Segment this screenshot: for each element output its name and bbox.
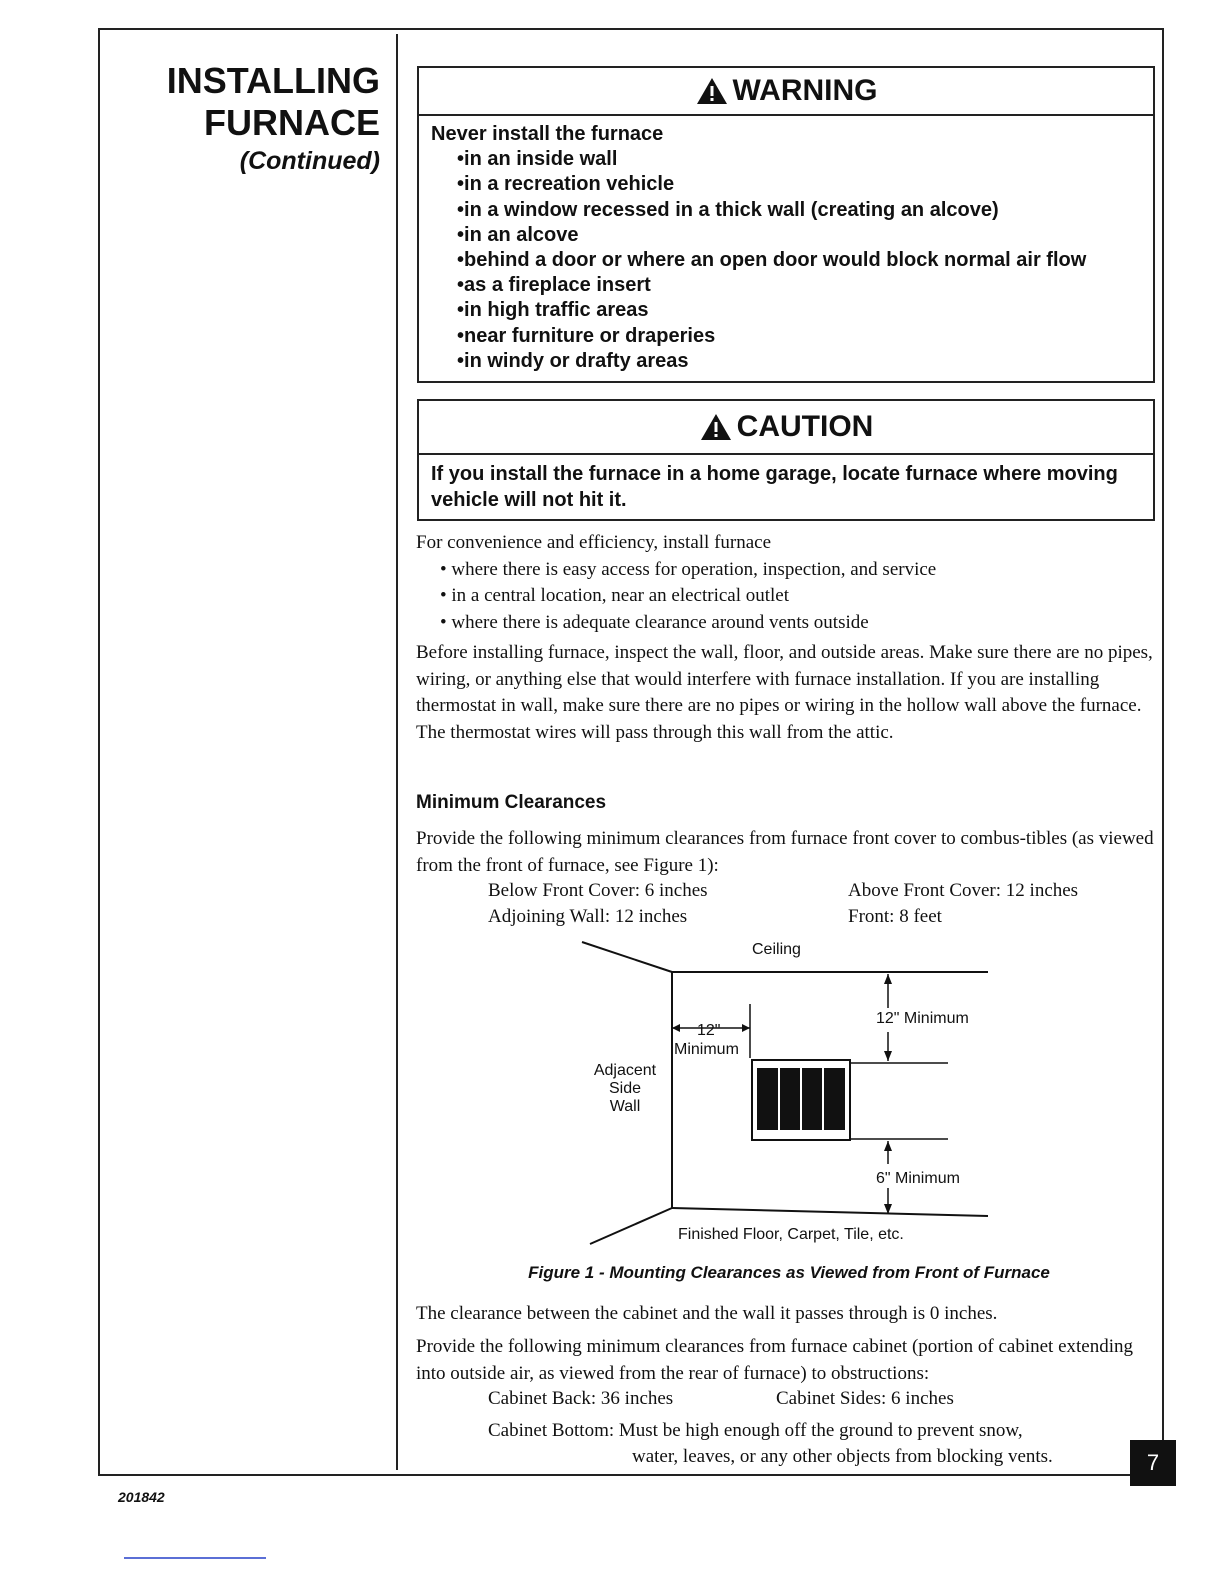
section-title bbox=[110, 60, 380, 178]
document-number: 201842 bbox=[118, 1489, 165, 1505]
bottom-minimum-label: 6" Minimum bbox=[876, 1170, 960, 1187]
convenience-item: • in a central location, near an electrical outlet bbox=[440, 583, 1162, 610]
adjacent-label-line1: Adjacent bbox=[593, 1062, 657, 1079]
cabinet-wall-clearance: The clearance between the cabinet and the wall it passes through is 0 inches. bbox=[416, 1303, 998, 1324]
warning-list bbox=[431, 147, 1143, 374]
warning-item: • in high traffic areas bbox=[457, 298, 1143, 323]
section-title-line1: INSTALLING bbox=[166, 60, 380, 101]
section-title-line2: FURNACE bbox=[204, 102, 380, 143]
below-front-clearance: Below Front Cover: 6 inches bbox=[488, 880, 708, 901]
warning-triangle-icon bbox=[695, 76, 729, 106]
cabinet-intro: Provide the following minimum clearances from furnace cabinet (portion of cabinet extending into outside air, as viewed from the rear of furnace) to obstructions: bbox=[416, 1336, 1134, 1384]
warning-item: • behind a door or where an open door would block normal air flow bbox=[457, 248, 1143, 273]
warning-item: • near furniture or draperies bbox=[457, 324, 1143, 349]
warning-header bbox=[419, 68, 1153, 116]
warning-item: • in a recreation vehicle bbox=[457, 172, 1143, 197]
blue-rule bbox=[124, 1557, 266, 1559]
convenience-item: • where there is easy access for operation, inspection, and service bbox=[440, 557, 1162, 584]
convenience-list bbox=[416, 557, 1162, 637]
convenience-intro: For convenience and efficiency, install furnace bbox=[416, 532, 772, 553]
caution-heading: CAUTION bbox=[736, 410, 874, 443]
warning-item: • in an inside wall bbox=[457, 147, 1143, 172]
warning-intro: Never install the furnace bbox=[431, 123, 664, 145]
warning-body bbox=[419, 116, 1153, 374]
above-front-clearance: Above Front Cover: 12 inches bbox=[848, 880, 1079, 901]
cabinet-bottom-line1: Cabinet Bottom: Must be high enough off the ground to prevent snow, bbox=[488, 1420, 1023, 1441]
caution-text: If you install the furnace in a home garage, locate furnace where moving vehicle will not hit it. bbox=[431, 463, 1118, 511]
mounting-clearance-figure bbox=[560, 930, 1020, 1260]
cabinet-sides-clearance: Cabinet Sides: 6 inches bbox=[776, 1388, 954, 1409]
figure-caption: Figure 1 - Mounting Clearances as Viewed from Front of Furnace bbox=[528, 1263, 1050, 1282]
min-clearances-intro: Provide the following minimum clearances from furnace front cover to combus-tibles (as viewed from the front of furnace, see Figure 1): bbox=[416, 828, 1154, 876]
warning-item: • as a fireplace insert bbox=[457, 273, 1143, 298]
side-minimum-label: Minimum bbox=[674, 1041, 739, 1058]
ceiling-label: Ceiling bbox=[752, 941, 801, 958]
convenience-item: • where there is adequate clearance around vents outside bbox=[440, 610, 1162, 637]
caution-box bbox=[417, 399, 1155, 521]
adjacent-label-line2: Side bbox=[608, 1080, 642, 1097]
inspect-paragraph: Before installing furnace, inspect the wall, floor, and outside areas. Make sure there are no pipes, wiring, or anything else that would interfere with furnace installation. If you are installing thermostat in wall, make sure there are no pipes or wiring in the hollow wall above the furnace. The thermostat wires will pass through this wall from the attic. bbox=[416, 642, 1153, 743]
cabinet-back-clearance: Cabinet Back: 36 inches bbox=[488, 1388, 674, 1409]
install-guidance bbox=[416, 530, 1162, 746]
page-number: 7 bbox=[1130, 1440, 1176, 1486]
section-continued: (Continued) bbox=[239, 147, 380, 175]
warning-item: • in a window recessed in a thick wall (creating an alcove) bbox=[457, 198, 1143, 223]
front-clearance: Front: 8 feet bbox=[848, 906, 942, 927]
caution-header bbox=[419, 401, 1153, 455]
top-minimum-label: 12" Minimum bbox=[876, 1010, 969, 1027]
warning-heading: WARNING bbox=[732, 74, 878, 107]
cabinet-bottom-line2: water, leaves, or any other objects from blocking vents. bbox=[632, 1446, 1053, 1467]
warning-item: • in an alcove bbox=[457, 223, 1143, 248]
adjacent-label-line3: Wall bbox=[609, 1098, 641, 1115]
min-clearances-heading: Minimum Clearances bbox=[416, 792, 607, 813]
side-12-label: 12" bbox=[697, 1022, 721, 1039]
bottom-rule bbox=[98, 1474, 1164, 1476]
adjoining-wall-clearance: Adjoining Wall: 12 inches bbox=[488, 906, 688, 927]
column-divider bbox=[396, 34, 398, 1470]
warning-box bbox=[417, 66, 1155, 383]
adjacent-wall-label bbox=[582, 1062, 668, 1116]
warning-item: • in windy or drafty areas bbox=[457, 349, 1143, 374]
floor-label: Finished Floor, Carpet, Tile, etc. bbox=[678, 1226, 904, 1243]
caution-triangle-icon bbox=[699, 412, 733, 442]
